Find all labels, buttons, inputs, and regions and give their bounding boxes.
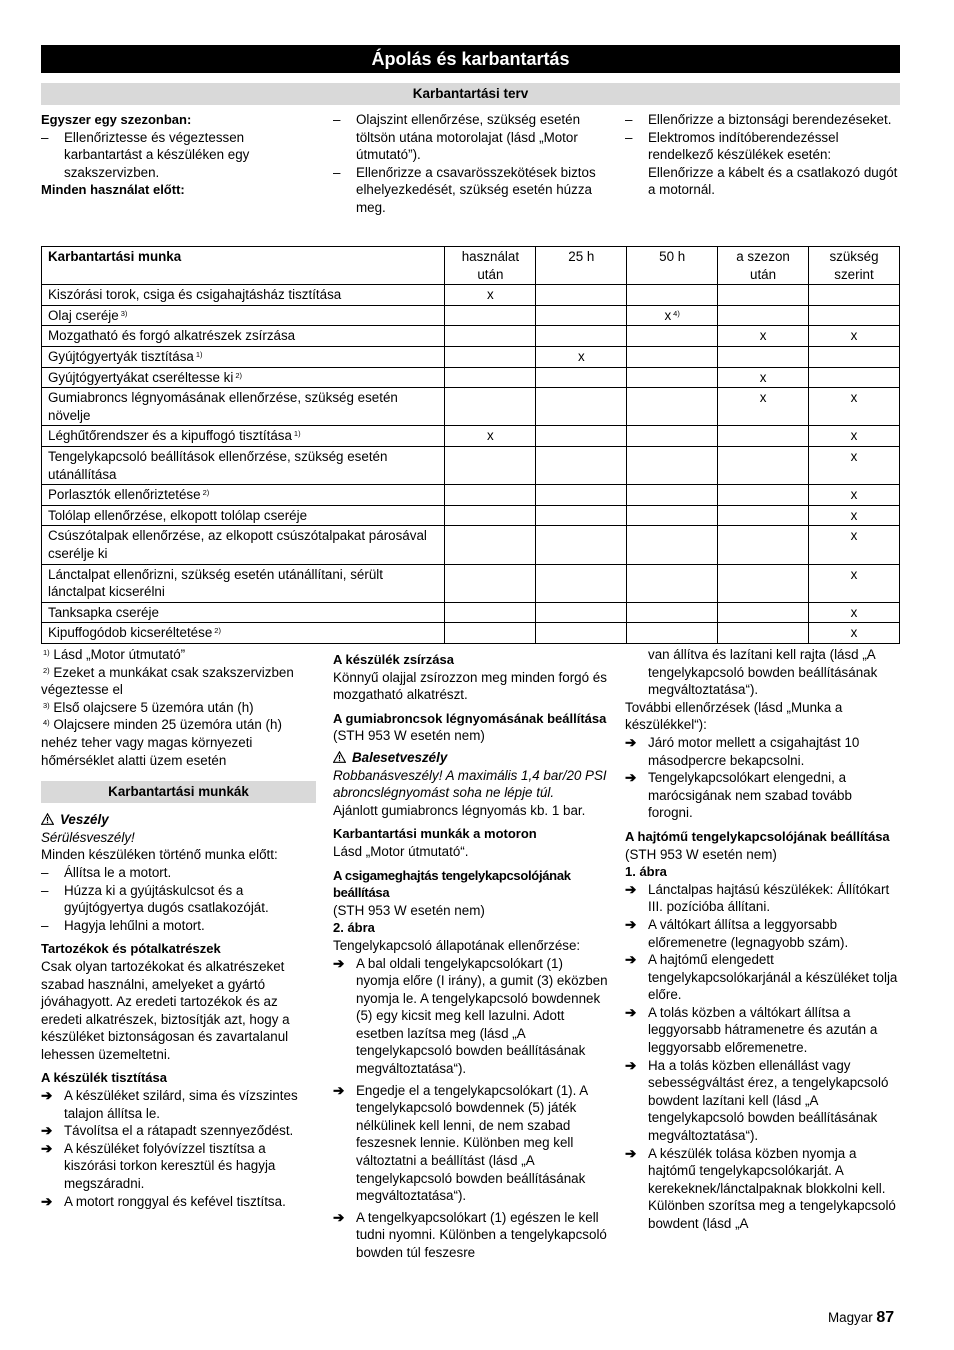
interval-cell bbox=[718, 426, 809, 447]
interval-cell bbox=[627, 564, 718, 602]
auger-heading: A csigameghajtás tengelykapcsolójának beállítása bbox=[333, 867, 571, 901]
danger-text: Sérülésveszély! bbox=[41, 829, 135, 845]
tire-heading: A gumiabroncsok légnyomásának beállítása bbox=[333, 710, 607, 726]
interval-cell bbox=[445, 446, 536, 484]
accident-warning: Balesetveszély bbox=[333, 749, 608, 767]
intro-col-1 bbox=[41, 111, 316, 199]
interval-cell bbox=[809, 346, 900, 367]
interval-cell: x bbox=[445, 285, 536, 306]
task-cell: Csúszótalpak ellenőrzése, az elkopott csúszótalpakat párosával cserélje ki bbox=[42, 526, 445, 564]
cleaning-heading: A készülék tisztítása bbox=[41, 1070, 167, 1086]
interval-cell bbox=[718, 285, 809, 306]
list-item: – Hagyja lehűlni a motort. bbox=[41, 917, 205, 933]
table-row bbox=[42, 426, 900, 447]
interval-cell bbox=[627, 526, 718, 564]
before-work-text: Minden készüléken történő munka előtt: bbox=[41, 847, 278, 863]
list-item: ➔ A váltókart állítsa a leggyorsabb előremenetre (legnagyobb szám). bbox=[625, 916, 849, 950]
interval-cell: x bbox=[718, 367, 809, 388]
interval-cell bbox=[627, 388, 718, 426]
table-row bbox=[42, 485, 900, 506]
interval-cell: x bbox=[809, 426, 900, 447]
table-row bbox=[42, 346, 900, 367]
task-cell: Kipuffogódob kicseréltetése $^{2)}$ bbox=[42, 623, 445, 644]
interval-cell bbox=[536, 485, 627, 506]
warning-icon bbox=[41, 813, 54, 825]
list-item: ➔ A bal oldali tengelykapcsolókart (1) nyomja előre (I irány), a gumit (3) eközben nyomja le. A tengelykapcsoló bowdennek (5) egy kicsit meg kell lazulni. Adott esetben lazítsa meg (lásd „A tengelykapcsoló bowden beállításának megváltoztatása“). bbox=[333, 955, 608, 1077]
table-row bbox=[42, 285, 900, 306]
tire-recommendation: Ajánlott gumiabroncs légnyomás kb. 1 bar. bbox=[333, 802, 586, 818]
footnote-3: $^{3)}$ Első olajcsere 5 üzemóra után (h) bbox=[43, 699, 254, 715]
interval-cell bbox=[536, 388, 627, 426]
section-heading-maintenance-work: Karbantartási munkák bbox=[41, 781, 316, 803]
interval-cell bbox=[445, 526, 536, 564]
interval-cell bbox=[718, 485, 809, 506]
task-cell: Gumiabroncs légnyomásának ellenőrzése, szükség esetén növelje bbox=[42, 388, 445, 426]
interval-cell: x bbox=[718, 326, 809, 347]
accessories-text: Csak olyan tartozékokat és alkatrészeket szabad használni, amelyeket a gyártó jóváhagyott. Az eredeti tartozékok és az eredeti alkatrészek, biztosítják azt, hogy a készüléket biztonságosan és zavartalanul lehessen üzemeltetni. bbox=[41, 958, 290, 1062]
list-item: ➔ Ha a tolás közben ellenállást vagy sebességváltást érez, a tengelykapcsoló bowdent lazítani kell (lásd „A tengelykapcsoló bowden beállításának megváltoztatása“). bbox=[625, 1057, 889, 1144]
footnote-1: $^{1)}$ Lásd „Motor útmutató” bbox=[43, 647, 186, 662]
interval-cell: x bbox=[809, 446, 900, 484]
interval-cell bbox=[536, 285, 627, 306]
column-header: Karbantartási munka bbox=[42, 247, 445, 285]
figure-ref: 2. ábra bbox=[333, 920, 375, 936]
middle-column bbox=[333, 651, 608, 1262]
interval-cell bbox=[536, 426, 627, 447]
interval-cell: x bbox=[809, 602, 900, 623]
interval-cell bbox=[536, 505, 627, 526]
maintenance-table bbox=[41, 246, 900, 644]
task-cell: Tanksapka cseréje bbox=[42, 602, 445, 623]
interval-cell bbox=[627, 602, 718, 623]
interval-cell bbox=[718, 505, 809, 526]
list-item: ➔ Engedje el a tengelykapcsolókart (1). A tengelykapcsoló bowdennek (5) játék nélkülinek kell lenni, de nem szabad feszesnek lennie. Különben meg kell változtatni a beállítást (lásd „A tengelykapcsoló bowden beállításának megváltoztatása“). bbox=[333, 1082, 588, 1204]
interval-cell bbox=[536, 367, 627, 388]
interval-cell bbox=[445, 485, 536, 506]
interval-cell bbox=[627, 623, 718, 644]
list-item: ➔ A készülék tolása közben nyomja a hajtómű tengelykapcsolókarját. A kerekeknek/lánctalpaknak blokkolni kell. Különben szorítsa meg a tengelykapcsoló bowdent (lásd „A bbox=[625, 1145, 896, 1231]
interval-cell: x bbox=[718, 388, 809, 426]
table-row bbox=[42, 446, 900, 484]
list-item: ➔ Lánctalpas hajtású készülékek: Állítókart III. pozícióba állítani. bbox=[625, 881, 890, 915]
footnote-2: $^{2)}$ Ezeket a munkákat csak szakszervizben végeztesse el bbox=[41, 664, 294, 698]
interval-cell bbox=[445, 367, 536, 388]
task-cell: Léghűtőrendszer és a kipuffogó tisztítása $^{1)}$ bbox=[42, 426, 445, 447]
interval-cell bbox=[445, 305, 536, 326]
list-item: – Állítsa le a motort. bbox=[41, 864, 172, 880]
list-item: – Elektromos indítóberendezéssel rendelkező készülékek esetén: Ellenőrizze a kábelt és a csatlakozó dugót a motornál. bbox=[625, 129, 898, 198]
interval-cell bbox=[627, 285, 718, 306]
interval-cell bbox=[718, 446, 809, 484]
accessories-heading: Tartozékok és pótalkatrészek bbox=[41, 941, 221, 957]
list-item: – Ellenőriztesse és végeztessen karbantartást a készüléken egy szakszervizben. bbox=[41, 129, 250, 180]
list-item: ➔ A tengelkyapcsolókart (1) egészen le kell tudni nyomni. Különben a tengelykapcsoló bowden túl feszesre bbox=[333, 1209, 607, 1260]
interval-cell: x $^{4)}$ bbox=[627, 305, 718, 326]
auger-note: (STH 953 W esetén nem) bbox=[333, 902, 485, 918]
continued-text: van állítva és lazítani kell rajta (lásd „A tengelykapcsoló bowden beállításának megváltoztatása“). bbox=[648, 647, 878, 698]
interval-cell bbox=[809, 285, 900, 306]
table-row bbox=[42, 305, 900, 326]
intro-col-2 bbox=[333, 111, 608, 217]
interval-cell bbox=[445, 602, 536, 623]
list-item: – Húzza ki a gyújtáskulcsot és a gyújtógyertya dugós csatlakozóját. bbox=[41, 882, 269, 916]
list-item: – Ellenőrizze a biztonsági berendezéseket. bbox=[625, 112, 892, 127]
interval-cell bbox=[445, 346, 536, 367]
list-item: ➔ Járó motor mellett a csigahajtást 10 másodpercre bekapcsolni. bbox=[625, 734, 860, 768]
table-row bbox=[42, 564, 900, 602]
interval-cell bbox=[536, 526, 627, 564]
column-header: 50 h bbox=[627, 247, 718, 285]
table-row bbox=[42, 326, 900, 347]
table-header-row bbox=[42, 247, 900, 285]
interval-cell: x bbox=[445, 426, 536, 447]
interval-cell: x bbox=[809, 326, 900, 347]
interval-cell bbox=[718, 305, 809, 326]
interval-cell bbox=[627, 485, 718, 506]
column-header: használat után bbox=[445, 247, 536, 285]
column-header: szükség szerint bbox=[809, 247, 900, 285]
interval-cell: x bbox=[809, 505, 900, 526]
interval-cell bbox=[809, 367, 900, 388]
interval-cell: x bbox=[809, 388, 900, 426]
footer-language: Magyar bbox=[828, 1310, 873, 1325]
task-cell: Tolólap ellenőrzése, elkopott tolólap cseréje bbox=[42, 505, 445, 526]
interval-cell bbox=[718, 346, 809, 367]
left-column bbox=[41, 646, 316, 1210]
list-item: ➔ A készüléket folyóvízzel tisztítsa a kiszórási torkon keresztül és hagyja megszáradni. bbox=[41, 1140, 276, 1192]
further-checks-text: További ellenőrzések (lásd „Munka a készülékkel“): bbox=[625, 699, 843, 733]
table-row bbox=[42, 602, 900, 623]
table-row bbox=[42, 367, 900, 388]
warning-icon bbox=[333, 751, 346, 763]
interval-cell bbox=[718, 602, 809, 623]
right-column bbox=[625, 646, 900, 1233]
interval-cell bbox=[627, 326, 718, 347]
interval-cell bbox=[536, 305, 627, 326]
page-footer bbox=[828, 1309, 894, 1327]
drive-note: (STH 953 W esetén nem) bbox=[625, 846, 777, 862]
task-cell: Porlasztók ellenőriztetése $^{2)}$ bbox=[42, 485, 445, 506]
list-item: ➔ A készüléket szilárd, sima és vízszintes talajon állítsa le. bbox=[41, 1088, 298, 1121]
interval-cell: x bbox=[809, 526, 900, 564]
interval-cell bbox=[445, 505, 536, 526]
intro-heading-before-use: Minden használat előtt: bbox=[41, 182, 185, 198]
list-item: ➔ A hajtómű elengedett tengelykapcsolókarjánál a készüléket tolja előre. bbox=[625, 952, 898, 1003]
list-item: ➔ Tengelykapcsolókart elengedni, a marócsigának nem szabad tovább forogni. bbox=[625, 770, 852, 821]
interval-cell bbox=[445, 388, 536, 426]
check-text: Tengelykapcsoló állapotának ellenőrzése: bbox=[333, 937, 581, 953]
explosion-warning-text: Robbanásveszély! A maximális 1,4 bar/20 PSI abroncslégnyomást soha ne lépje túl. bbox=[333, 767, 607, 801]
motor-text: Lásd „Motor útmutató“. bbox=[333, 843, 469, 859]
interval-cell bbox=[809, 305, 900, 326]
intro-col-3 bbox=[625, 111, 900, 199]
figure-ref: 1. ábra bbox=[625, 864, 667, 880]
column-header: 25 h bbox=[536, 247, 627, 285]
table-row bbox=[42, 623, 900, 644]
interval-cell bbox=[718, 564, 809, 602]
motor-heading: Karbantartási munkák a motoron bbox=[333, 826, 537, 842]
task-cell: Mozgatható és forgó alkatrészek zsírzása bbox=[42, 326, 445, 347]
list-item: – Olajszint ellenőrzése, szükség esetén töltsön utána motorolajat (lásd „Motor útmutató”). bbox=[333, 112, 581, 163]
page-title: Ápolás és karbantartás bbox=[41, 45, 900, 73]
table-row bbox=[42, 505, 900, 526]
interval-cell: x bbox=[809, 564, 900, 602]
danger-warning: Veszély bbox=[41, 811, 316, 829]
task-cell: Olaj cseréje $^{3)}$ bbox=[42, 305, 445, 326]
interval-cell bbox=[627, 367, 718, 388]
interval-cell bbox=[536, 326, 627, 347]
table-row bbox=[42, 526, 900, 564]
interval-cell bbox=[445, 564, 536, 602]
interval-cell bbox=[536, 564, 627, 602]
interval-cell: x bbox=[809, 623, 900, 644]
interval-cell bbox=[536, 446, 627, 484]
intro-heading-once: Egyszer egy szezonban: bbox=[41, 112, 192, 127]
grease-text: Könnyű olajjal zsírozzon meg minden forgó és mozgatható alkatrészt. bbox=[333, 669, 607, 703]
tire-note: (STH 953 W esetén nem) bbox=[333, 728, 485, 744]
list-item: ➔ A motort ronggyal és kefével tisztítsa. bbox=[41, 1193, 286, 1209]
interval-cell bbox=[445, 623, 536, 644]
task-cell: Gyújtógyertyák tisztítása $^{1)}$ bbox=[42, 346, 445, 367]
footnote-4: $^{4)}$ Olajcsere minden 25 üzemóra után (h) nehéz teher vagy magas környezeti hőmérséklet alatti üzem esetén bbox=[41, 717, 282, 768]
task-cell: Kiszórási torok, csiga és csigahajtásház tisztítása bbox=[42, 285, 445, 306]
table-row bbox=[42, 388, 900, 426]
interval-cell bbox=[536, 623, 627, 644]
list-item: – Ellenőrizze a csavarösszekötések biztos elhelyezkedését, szükség esetén húzza meg. bbox=[333, 164, 596, 215]
interval-cell bbox=[718, 623, 809, 644]
interval-cell bbox=[718, 526, 809, 564]
list-item: ➔ Távolítsa el a rátapadt szennyeződést. bbox=[41, 1123, 294, 1139]
task-cell: Lánctalpat ellenőrizni, szükség esetén utánállítani, sérült lánctalpat kicserélni bbox=[42, 564, 445, 602]
drive-heading: A hajtómű tengelykapcsolójának beállítása bbox=[625, 828, 890, 844]
interval-cell bbox=[445, 326, 536, 347]
column-header: a szezon után bbox=[718, 247, 809, 285]
list-item: ➔ A tolás közben a váltókart állítsa a leggyorsabb hátramenetre és azután a leggyorsabb előremenetre. bbox=[625, 1004, 878, 1056]
grease-heading: A készülék zsírzása bbox=[333, 652, 454, 667]
interval-cell bbox=[627, 346, 718, 367]
interval-cell bbox=[627, 426, 718, 447]
interval-cell bbox=[627, 446, 718, 484]
page-number: 87 bbox=[876, 1309, 895, 1326]
interval-cell bbox=[627, 505, 718, 526]
interval-cell: x bbox=[536, 346, 627, 367]
interval-cell bbox=[536, 602, 627, 623]
task-cell: Tengelykapcsoló beállítások ellenőrzése, szükség esetén utánállítása bbox=[42, 446, 445, 484]
interval-cell: x bbox=[809, 485, 900, 506]
plan-heading: Karbantartási terv bbox=[41, 83, 900, 105]
task-cell: Gyújtógyertyákat cseréltesse ki $^{2)}$ bbox=[42, 367, 445, 388]
